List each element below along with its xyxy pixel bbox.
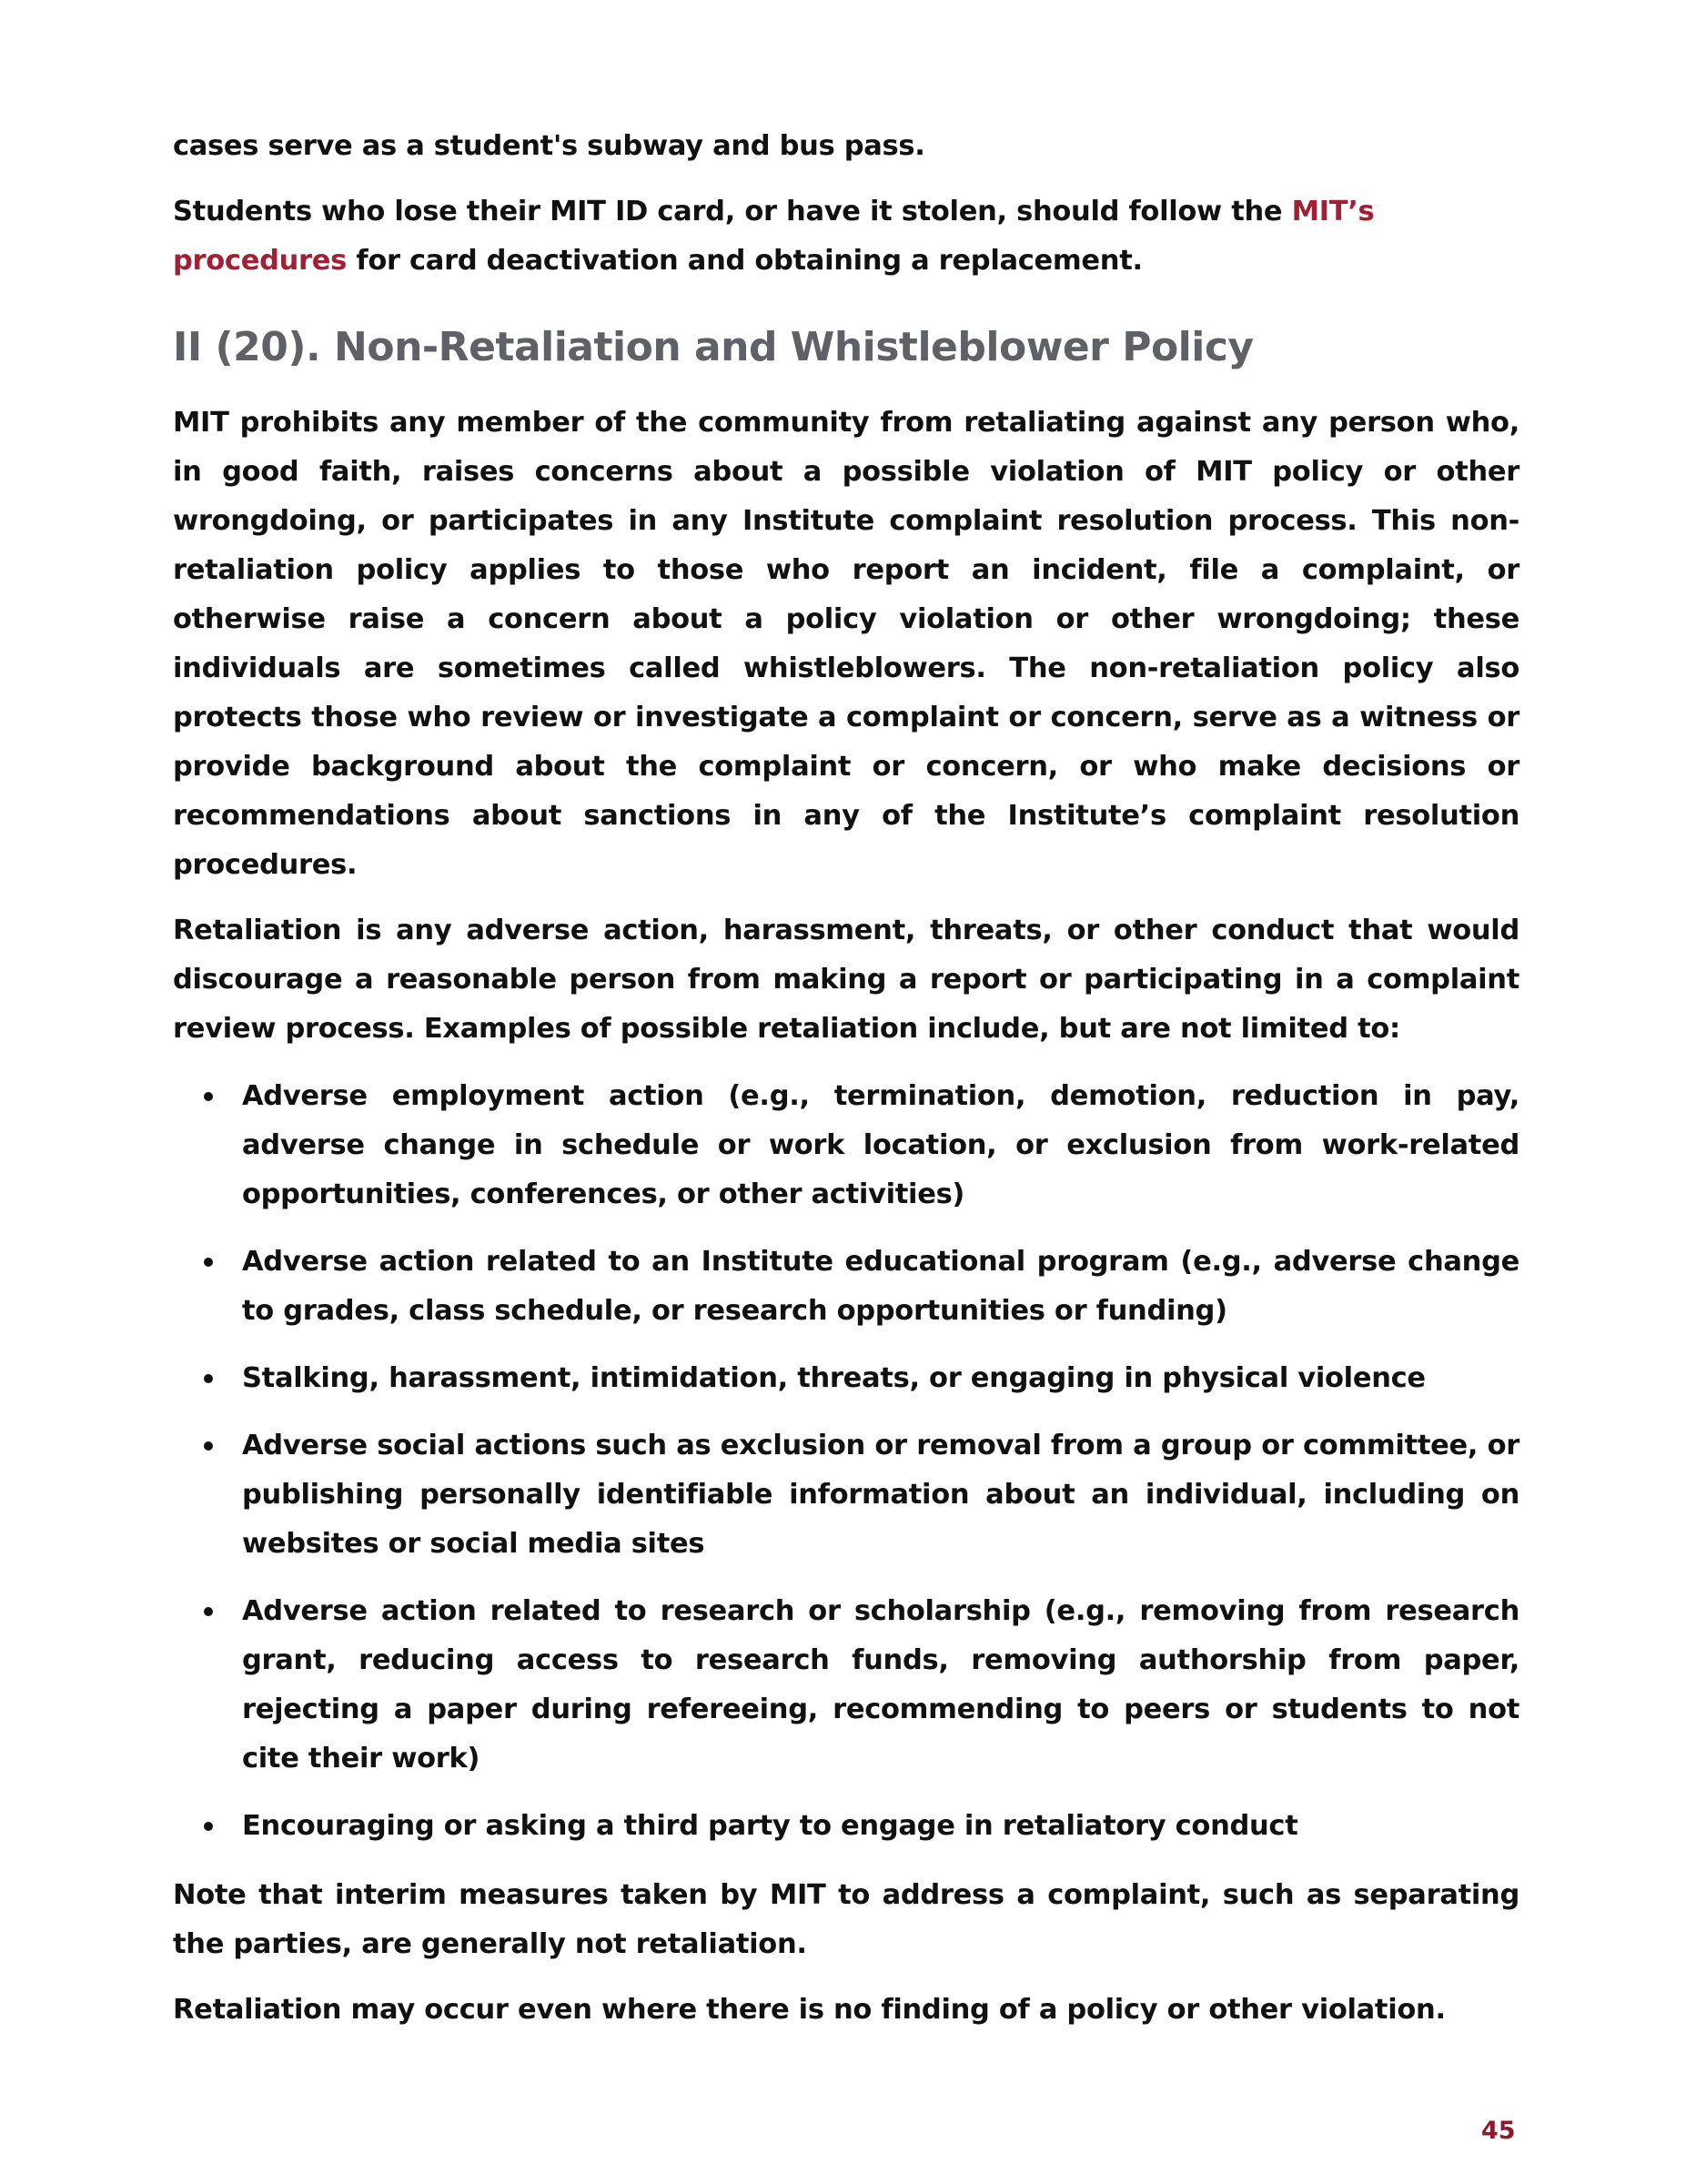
- list-item: [173, 1421, 1519, 1569]
- bullet-icon: [204, 1822, 213, 1831]
- policy-paragraph: MIT prohibits any member of the community from retaliating against any person who, in good faith, raises concerns about a possible violation of MIT policy or other wrongdoing, or participates in any Institute complaint resolution process. This non-retaliation policy applies to those who report an incident, file a complaint, or otherwise raise a concern about a policy violation or other wrongdoing; these individuals are sometimes called whistleblowers. The non-retaliation policy also protects those who review or investigate a complaint or concern, serve as a witness or provide background about the complaint or concern, or who make decisions or recommendations about sanctions in any of the Institute’s complaint resolution procedures.: [173, 407, 1519, 881]
- list-item-text: Adverse action related to research or scholarship (e.g., removing from research grant, reducing access to research funds, removing authorship from paper, rejecting a paper during refereeing, recommending to peers or students to not cite their work): [242, 1595, 1519, 1774]
- list-item-text: Adverse social actions such as exclusion or removal from a group or committee, or publishing personally identifiable information about an individual, including on websites or social media sites: [242, 1430, 1519, 1560]
- interim-measures-paragraph: Note that interim measures taken by MIT to address a complaint, such as separating the parties, are generally not retaliation.: [173, 1879, 1519, 1960]
- lost-card-paragraph: [173, 187, 1519, 286]
- list-item: [173, 1802, 1519, 1851]
- bullet-icon: [204, 1374, 213, 1383]
- list-item: [173, 1238, 1519, 1336]
- mit-procedures-link[interactable]: MIT’s procedures: [173, 196, 1375, 277]
- list-item-text: Encouraging or asking a third party to engage in retaliatory conduct: [242, 1810, 1298, 1842]
- list-item: [173, 1072, 1519, 1219]
- intro-fragment: cases serve as a student's subway and bus pass.: [173, 130, 925, 162]
- page-number: 45: [1481, 2117, 1516, 2145]
- document-page: [173, 0, 1519, 2035]
- section-heading: II (20). Non-Retaliation and Whistleblower Policy: [173, 324, 1254, 370]
- lost-card-text-before: Students who lose their MIT ID card, or have it stolen, should follow the: [173, 196, 1292, 228]
- bullet-icon: [204, 1258, 213, 1267]
- list-item: [173, 1587, 1519, 1784]
- list-item-text: Adverse employment action (e.g., termination, demotion, reduction in pay, adverse change in schedule or work location, or exclusion from work-related opportunities, conferences, or other activities): [242, 1080, 1519, 1210]
- list-item: [173, 1354, 1519, 1403]
- list-item-text: Stalking, harassment, intimidation, threats, or engaging in physical violence: [242, 1362, 1426, 1394]
- bullet-icon: [204, 1092, 213, 1101]
- retaliation-examples-list: [173, 1072, 1519, 1851]
- final-paragraph: Retaliation may occur even where there is no finding of a policy or other violation.: [173, 1994, 1446, 2026]
- retaliation-definition-paragraph: Retaliation is any adverse action, harassment, threats, or other conduct that would discourage a reasonable person from making a report or participating in a complaint review process. Examples of possible retaliation include, but are not limited to:: [173, 915, 1519, 1045]
- list-item-text: Adverse action related to an Institute educational program (e.g., adverse change to grades, class schedule, or research opportunities or funding): [242, 1246, 1519, 1327]
- bullet-icon: [204, 1607, 213, 1616]
- lost-card-text-after: for card deactivation and obtaining a replacement.: [347, 245, 1143, 277]
- bullet-icon: [204, 1441, 213, 1451]
